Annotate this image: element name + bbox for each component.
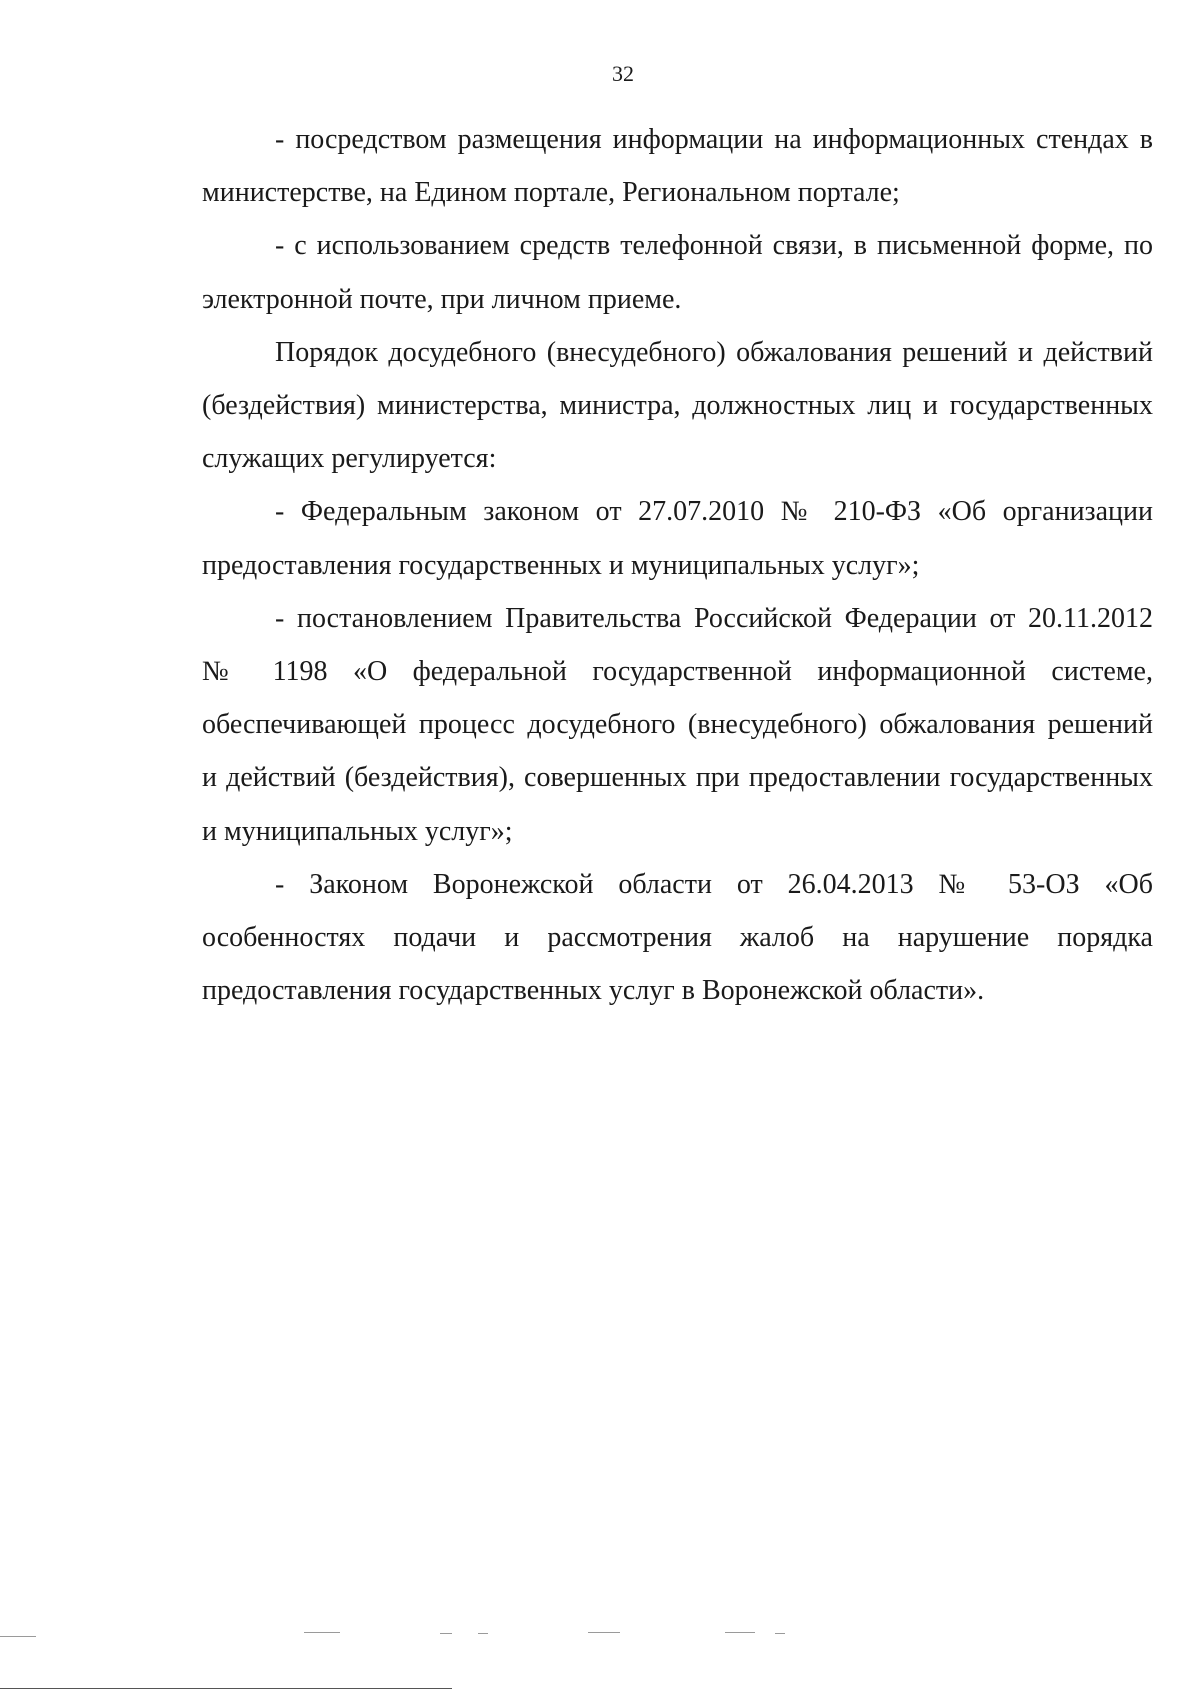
text-line: (бездействия) министерства, министра, должностных лиц и государственных — [202, 390, 1153, 422]
paragraph-info-stands — [202, 113, 1153, 219]
scan-artifact-line — [0, 1636, 36, 1637]
text-line: - посредством размещения информации на информационных стендах в — [275, 124, 1153, 155]
paragraph-voronezh-law — [202, 858, 1153, 1018]
text-line: обеспечивающей процесс досудебного (внесудебного) обжалования решений — [202, 709, 1153, 741]
scan-artifact-line — [775, 1633, 785, 1634]
document-body — [202, 113, 1153, 1017]
scan-artifact-line — [725, 1632, 755, 1633]
scan-artifact-line — [478, 1633, 488, 1634]
text-line: № 1198 «О федеральной государственной информационной системе, — [202, 656, 1153, 688]
text-line: служащих регулируется: — [202, 443, 497, 475]
scan-artifact-line — [588, 1632, 620, 1633]
text-line: - с использованием средств телефонной связи, в письменной форме, по — [275, 230, 1153, 262]
text-line: - постановлением Правительства Российской Федерации от 20.11.2012 — [275, 602, 1153, 634]
paragraph-government-resolution — [202, 592, 1153, 858]
text-line: и муниципальных услуг»; — [202, 815, 513, 847]
text-line: - Законом Воронежской области от 26.04.2013 № 53-ОЗ «Об — [275, 868, 1153, 900]
text-line: - Федеральным законом от 27.07.2010 № 210-ФЗ «Об организации — [275, 496, 1153, 528]
paragraph-federal-law — [202, 485, 1153, 591]
scan-artifact-line — [304, 1632, 340, 1633]
scan-artifact-line — [440, 1633, 452, 1634]
text-line: предоставления государственных и муниципальных услуг»; — [202, 549, 920, 581]
text-line: Порядок досудебного (внесудебного) обжалования решений и действий — [275, 336, 1153, 368]
text-line: особенностях подачи и рассмотрения жалоб на нарушение порядка — [202, 922, 1153, 954]
paragraph-appeal-procedure — [202, 326, 1153, 486]
scan-artifact-line — [0, 1688, 452, 1689]
paragraph-communication-means — [202, 219, 1153, 325]
text-line: предоставления государственных услуг в Воронежской области». — [202, 975, 985, 1007]
text-line: электронной почте, при личном приеме. — [202, 283, 682, 315]
text-line: и действий (бездействия), совершенных при предоставлении государственных — [202, 762, 1153, 794]
text-line: министерстве, на Едином портале, Региональном портале; — [202, 177, 900, 209]
page-number: 32 — [612, 61, 634, 86]
